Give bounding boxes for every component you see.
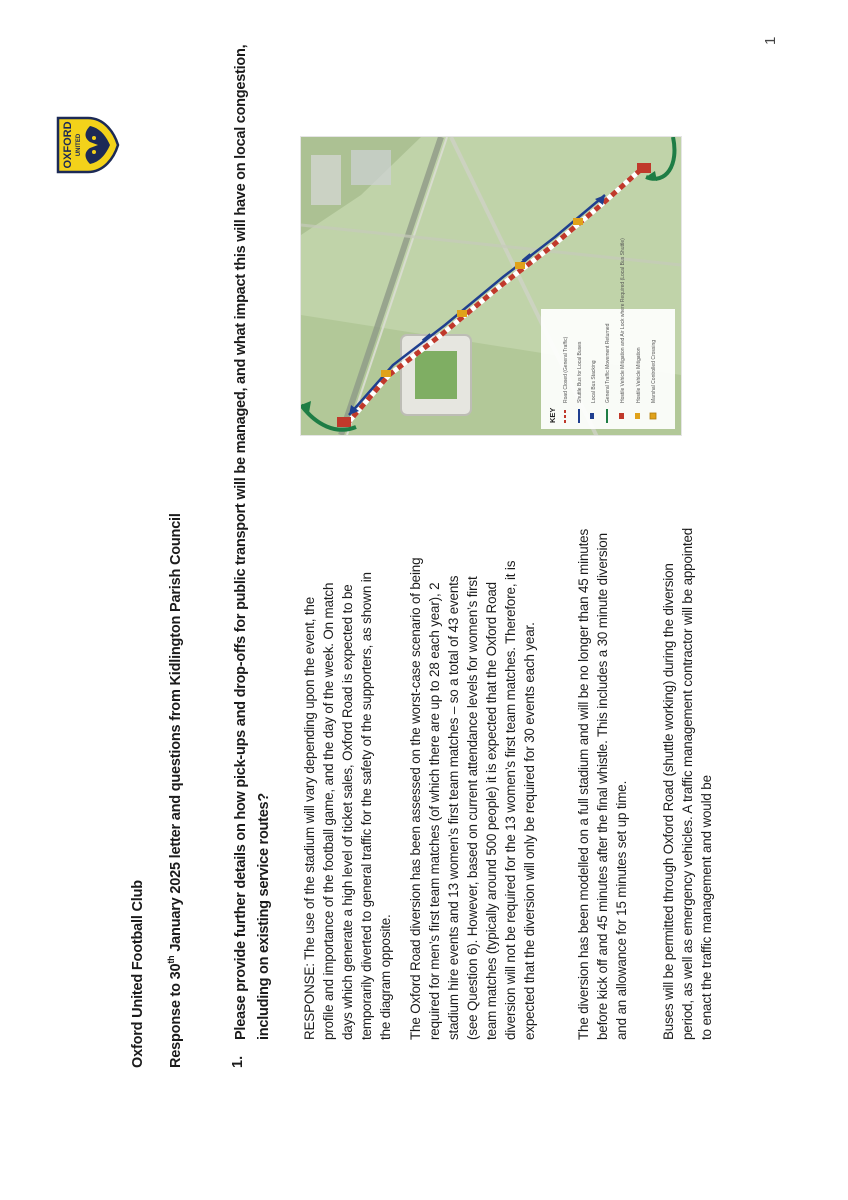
response-paragraph: RESPONSE: The use of the stadium will vary depending upon the event, the profile and importance of the football game, and the day of the week. On match days which generate a high level of ticket sales, Oxford Road is expected to be temporarily diverted to general traffic for the safety of the supporters, as shown in the diagram opposite. (302, 572, 393, 1040)
diversion-paragraph: The Oxford Road diversion has been assessed on the worst-case scenario of being required for men’s first team matches (of which there are up to 28 each year), 2 stadium hire events and 13 women’s first team matches – so a total of 43 events (see Question 6). However, based on current attendance levels for women’s first team matches (typically around 500 people) it is expected that the Oxford Road diversion will not be required for the 13 women’s first team matches. Therefore, it is expected that the diversion will only be required for 30 events each year. (408, 557, 537, 1040)
question-text: Please provide further details on how pick-ups and drop-offs for public transport will be managed, and what impact this will have on local congestion, including on existing service routes? (233, 44, 272, 1040)
response-heading-suffix: January 2025 letter and questions from Kidlington Parish Council (168, 513, 184, 956)
logo-text-top: OXFORD (62, 121, 74, 169)
key-item-shuttle-bus: Shuttle Bus for Local Buses (577, 341, 583, 403)
logo-text-bottom: UNITED (76, 133, 82, 157)
page-number: 1 (762, 36, 779, 45)
key-item-hvm: Hostile Vehicle Mitigation (636, 347, 642, 403)
key-item-bus-stacking: Local Bus Stacking (591, 360, 597, 403)
buses-paragraph: Buses will be permitted through Oxford Road (shuttle working) during the diversion period, as well as emergency vehicles. A traffic management contractor will be appointed to enact the traffic management and would be (661, 527, 714, 1040)
key-item-road-closed: Road Closed (General Traffic) (563, 336, 569, 403)
key-item-marshal-crossing: Marshal Controlled Crossing (651, 339, 657, 403)
key-item-hvm-air-lock: Hostile Vehicle Mitigation and Air Lock where Required (Local Bus Shuttle) (620, 238, 626, 403)
diversion-diagram (300, 136, 682, 436)
response-heading-prefix: Response to 30 (168, 963, 184, 1068)
key-item-traffic-returned: General Traffic Movement Returned (605, 323, 611, 403)
question-number: 1. (230, 1055, 246, 1068)
response-heading-sup: th (166, 955, 177, 964)
key-title: KEY (548, 407, 557, 423)
oxford-united-logo (54, 114, 120, 176)
modelling-paragraph: The diversion has been modelled on a full stadium and will be no longer than 45 minutes before kick off and 45 minutes after the final whistle. This includes a 30 minute diversion and an allowance for 15 minutes set up time. (576, 529, 629, 1040)
club-heading: Oxford United Football Club (130, 880, 146, 1068)
response-heading (168, 513, 184, 1068)
